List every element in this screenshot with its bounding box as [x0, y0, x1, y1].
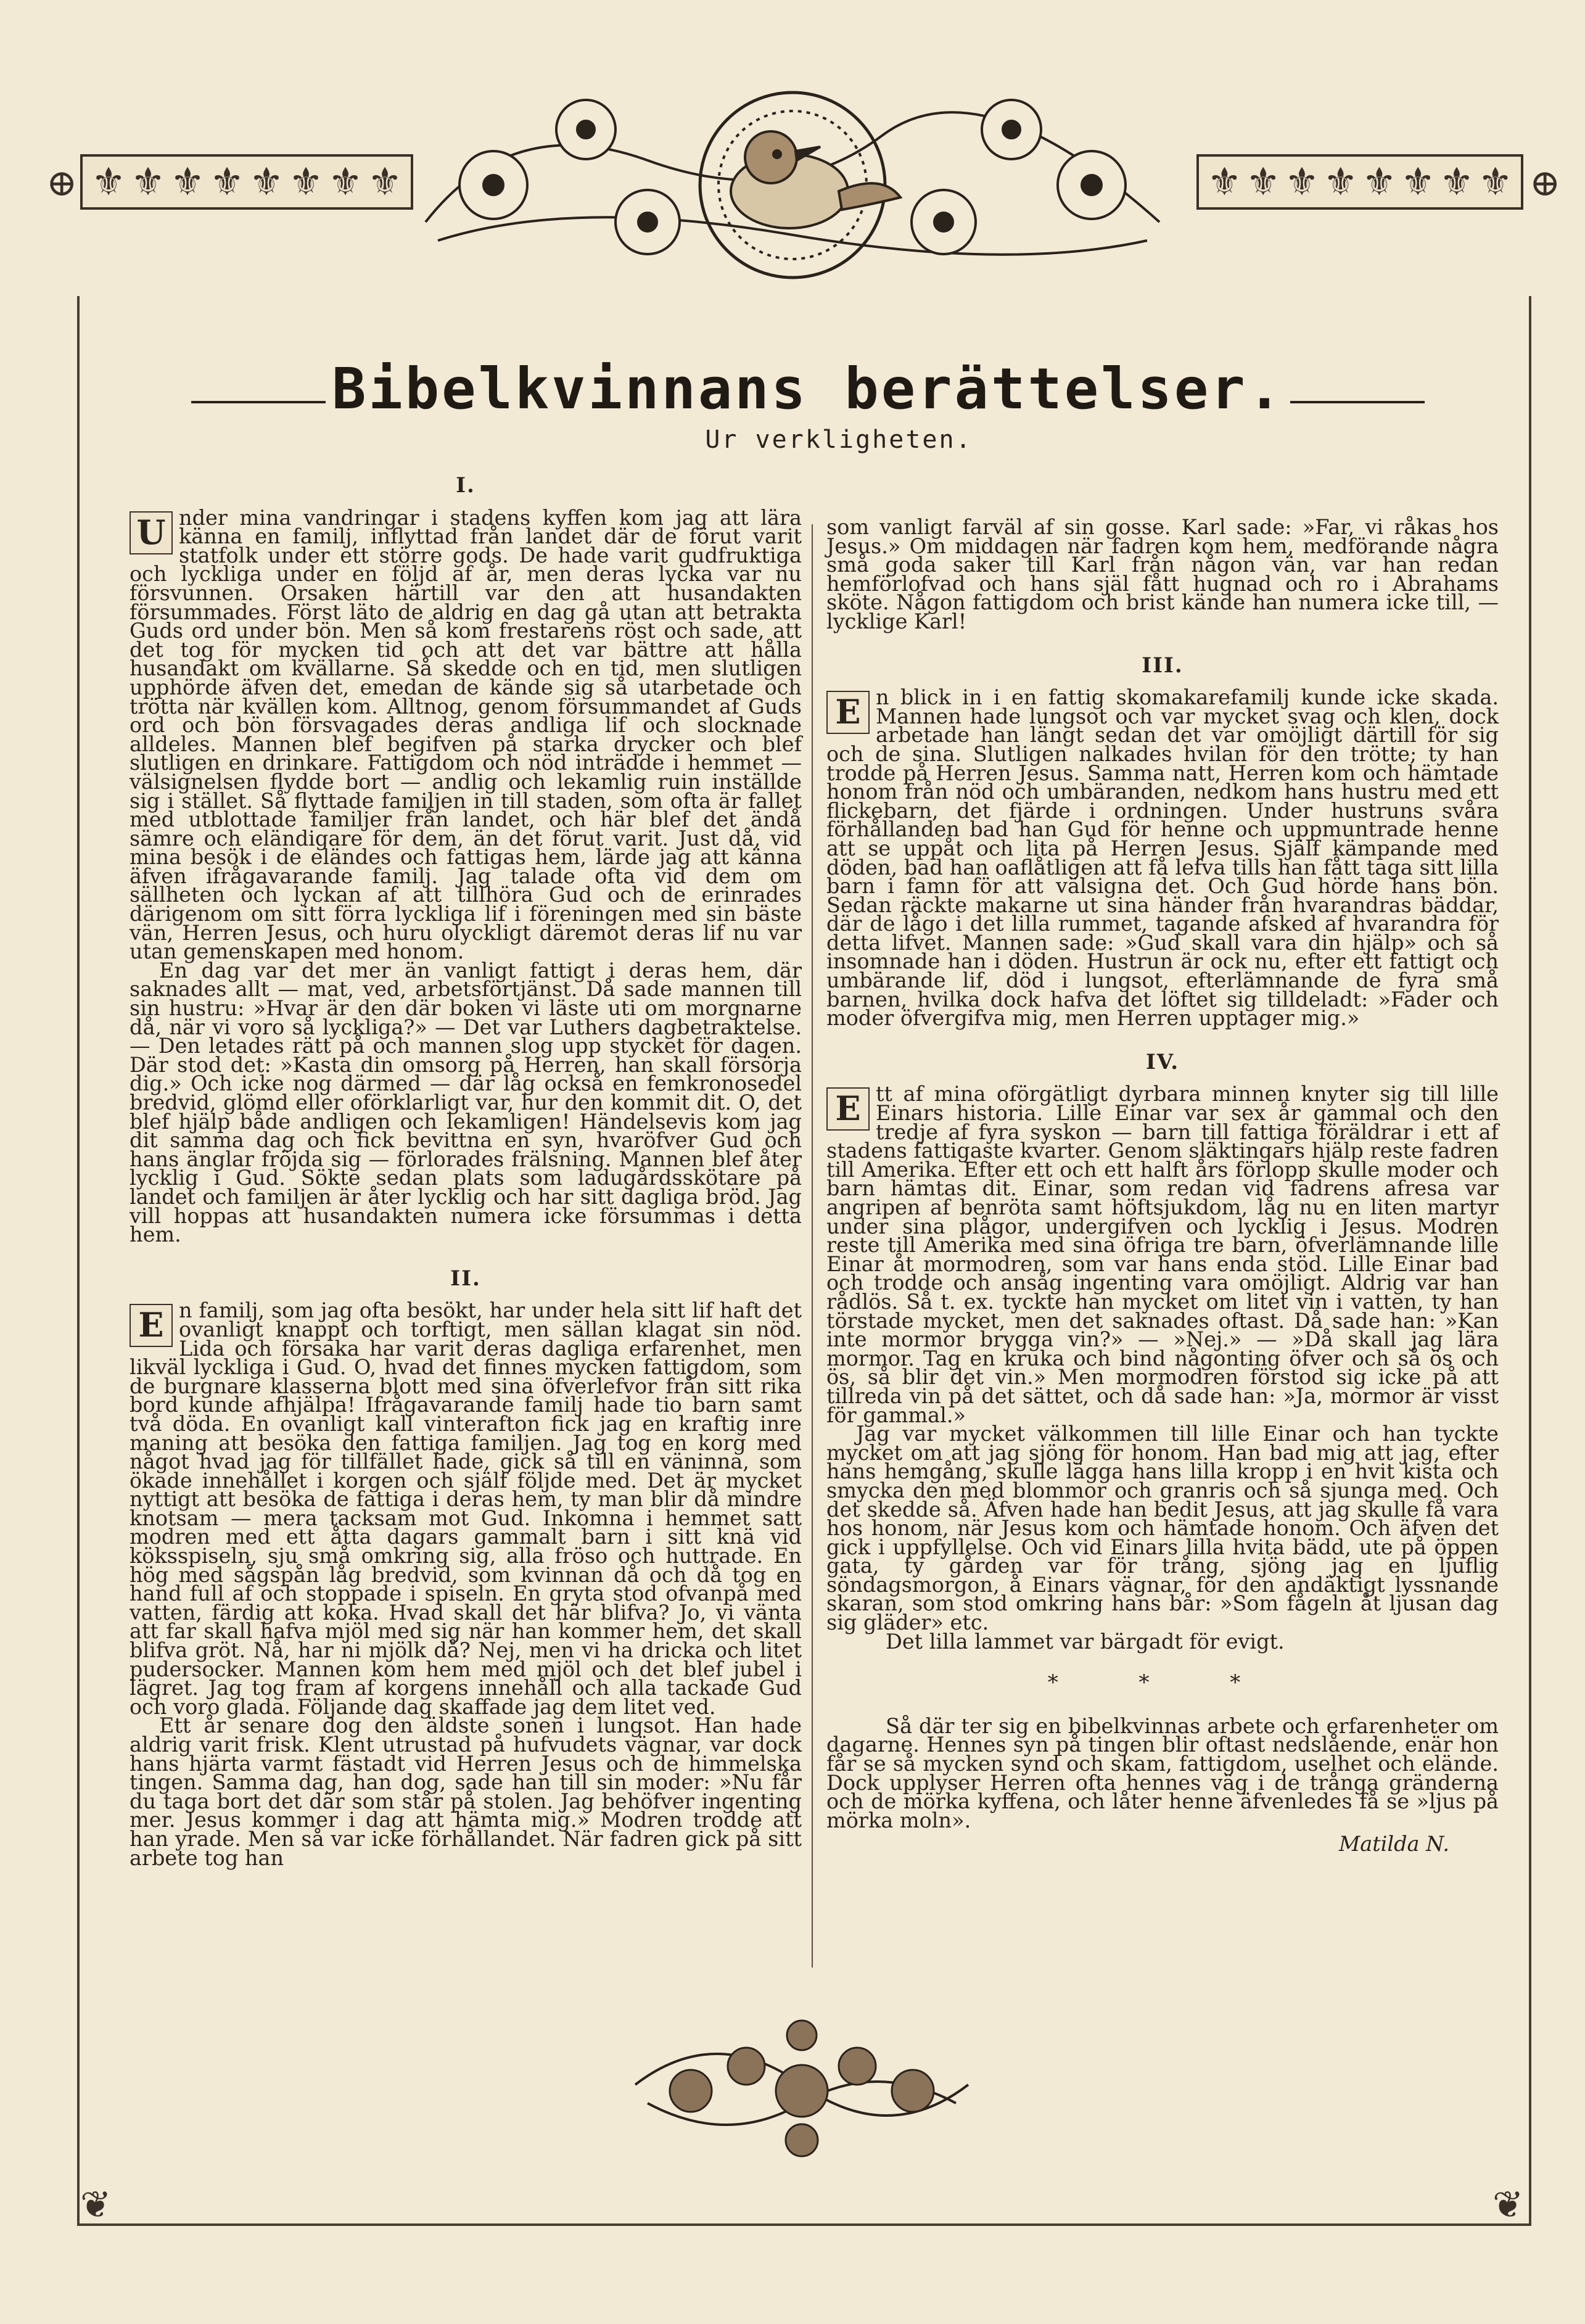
section-paragraph: n familj, som jag ofta besökt, har under hela sitt lif haft det ovanligt knappt och torftigt, men sällan klagat sin nöd. Lida och försaka har varit deras dagliga erfarenhet, men likväl lyckliga i Gud. O, hvad det finnes mycken fattigdom, som de burgnare klasserna blott med sina öfverlefvor från sitt rika bord kunde afhjälpa! Ifrågavarande familj hade tio barn samt två döda. En ovanligt kall vinterafton fick jag en kraftig inre maning att besöka den fattiga familjen. Jag tog en korg med något hvad jag för tillfället hade, gick så till en väninna, som ökade innehållet i korgen och själf följde med. Det är mycket nyttigt att besöka de fattiga i deras hem, ty man blir då mindre knotsam — mera tacksam mot Gud. Inkomna i hemmet satt modren med ett åtta dagars gammalt barn i sitt knä vid köksspiseln, sju små omkring sig, alla fröso och huttrade. En hög med sågspån låg bredvid, som kvinnan då och då tog en hand full af och stoppade i spiseln. En gryta stod ofvanpå med vatten, färdig att koka. Hvad skall det här blifva? Jo, vi vänta att far skall hafva mjöl med sig när han kommer hem, det skall blifva gröt. Nå, har ni mjölk då? Nej, men vi ha dricka och litet pudersocker. Mannen kom hem med mjöl och det blef jubel i lägret. Jag tog fram af korgens innehåll och alla tackade Gud och voro glada. Följande dag skaffade jag dem litet ved.: [130, 1298, 802, 1719]
section-separator-stars: * * *: [1047, 1670, 1278, 1696]
fleur-de-lis-icon: ⚜: [1285, 159, 1319, 204]
section-paragraph: n blick in i en fattig skomakarefamilj kunde icke skada. Mannen hade lungsot och var mycket svag och klen, dock arbetade han längt sedan det var omöjligt därtill för sig och de sina. Slutligen nalkades hvilan för den trötte; ty han trodde på Herren Jesus. Samma natt, Herren kom och hämtade honom från nöd och umbäranden, nedkom hans hustru med ett flickebarn, det fjärde i ordningen. Under hustruns svåra förhållanden bad han Gud för henne och uppmuntrade henne att se uppåt och lita på Herren Jesus. Själf kämpande med döden, bad han oaflåtligen att få lefva tills han fått taga sitt lilla barn i famn för att välsigna det. Och Gud hörde hans bön. Sedan räckte makarne ut sina händer från hvarandras bäddar, där de lågo i det lilla rummet, tagande afsked af hvarandra för detta lifvet. Mannen sade: »Gud skall vara din hjälp» och så insomnade han i döden. Hustrun är ock nu, efter ett fattigt och umbärande lif, död i lungsot, efterlämnande de fyra små barnen, hvilka dock hafva det löftet sig tilldeladt: »Fader och moder öfvergifva mig, men Herren upptager mig.»: [826, 685, 1499, 1031]
fleur-de-lis-icon: ⚜: [249, 159, 284, 204]
fleur-strip-right: [1196, 154, 1523, 210]
rose-garland-ornament: [623, 1998, 981, 2171]
corner-ornament-icon: ⊕: [46, 162, 78, 205]
fleur-de-lis-icon: ⚜: [210, 159, 244, 204]
fleur-de-lis-icon: ⚜: [1401, 159, 1435, 204]
dropcap-letter: E: [826, 1087, 870, 1131]
fleur-de-lis-icon: ⚜: [170, 159, 205, 204]
section-numeral: III.: [1142, 653, 1184, 678]
title-rule-right: [1290, 401, 1425, 403]
section-numeral: II.: [450, 1266, 481, 1291]
author-signature: Matilda N.: [1338, 1832, 1449, 1856]
corner-scroll-icon: ❦: [80, 2183, 112, 2227]
title-rule-left: [191, 401, 326, 403]
fleur-de-lis-icon: ⚜: [1207, 159, 1242, 204]
page-subtitle: Ur verkligheten.: [705, 426, 973, 454]
fleur-de-lis-icon: ⚜: [131, 159, 165, 204]
fleur-de-lis-icon: ⚜: [1323, 159, 1358, 204]
section-paragraph: En dag var det mer än vanligt fattigt i deras hem, där saknades allt — mat, ved, arbetsförtjänst. Då sade mannen till sin hustru: »Hvar är den där boken vi läste uti om morgnarne då, när vi voro så lyckliga?» — Det var Luthers dagbetraktelse. — Den letades rätt på och mannen slog upp stycket för dagen. Där stod det: »Kasta din omsorg på Herren, han skall försörja dig.» Och icke nog därmed — där låg också en femkronosedel bredvid, glömd eller oförklarligt var, hur den kommit dit. O, det blef hjälp både andligen och lekamligen! Händelsevis kom jag dit samma dag och fick bevittna en syn, hvaröfver Gud och hans änglar fröjda sig — förlorades frälsning. Mannen blef åter lycklig i Gud. Sökte sedan plats som ladugårdsskötare på landet och familjen är åter lycklig och har sitt dagliga bröd. Jag vill hoppas att husandakten numera icke försummas i detta hem.: [130, 958, 802, 1247]
fleur-de-lis-icon: ⚜: [289, 159, 323, 204]
fleur-strip-left: [80, 154, 413, 210]
fleur-de-lis-icon: ⚜: [368, 159, 402, 204]
column-divider: [812, 524, 813, 1968]
fleur-de-lis-icon: ⚜: [1362, 159, 1397, 204]
right-column: [826, 515, 1499, 1856]
fleur-de-lis-icon: ⚜: [91, 159, 126, 204]
section-paragraph: nder mina vandringar i stadens kyffen kom jag att lära känna en familj, inflyttad från landet där de förut varit statfolk under ett större gods. De hade varit gudfruktiga och lyckliga under en följd af år, men deras lycka var nu försvunnen. Orsaken härtill var den att husandakten försummades. Först läto de aldrig en dag gå utan att betrakta Guds ord under bön. Men så kom frestarens röst och sade, att det tog för mycken tid och att det var bättre att hålla husandakt om kvällarne. Så skedde och en tid, men slutligen upphörde äfven det, emedan de kände sig så utarbetade och trötta när kvällen kom. Alltnog, genom försummandet af Guds ord och bön försvagades deras andliga lif och slocknade alldeles. Mannen blef begifven på starka drycker och blef slutligen en drinkare. Fattigdom och nöd inträdde i hemmet — välsignelsen flydde bort — andlig och lekamlig ruin inställde sig i stället. Så flyttade familjen in till staden, som ofta är fallet med utblottade familjer från landet, och här blef det ändå sämre och eländigare för dem, än det förut varit. Just då, vid mina besök i de eländes och fattigas hem, lärde jag att känna äfven ifrågavarande familj. Jag talade ofta vid dem om sällheten och lyckan af att tillhöra Gud och de erinrades därigenom om sitt förra lyckliga lif i föreningen med sin bäste vän, Herren Jesus, och huru olyckligt däremot deras lif nu var utan gemenskapen med honom.: [130, 505, 802, 964]
fleur-de-lis-icon: ⚜: [1439, 159, 1474, 204]
dropcap-letter: E: [826, 691, 870, 734]
rose-icon: [670, 2021, 934, 2156]
section-numeral: I.: [456, 473, 476, 498]
dropcap-letter: U: [130, 511, 173, 554]
fleur-de-lis-icon: ⚜: [328, 159, 363, 204]
left-column: [130, 469, 802, 1868]
section-paragraph: Det lilla lammet var bärgadt för evigt.: [886, 1629, 1285, 1654]
fleur-de-lis-icon: ⚜: [1246, 159, 1280, 204]
section-paragraph: Ett år senare dog den äldste sonen i lungsot. Han hade aldrig varit frisk. Klent utrustad på hufvudets vägnar, var dock hans hjärta varmt fästadt vid Herren Jesus och de himmelska tingen. Samma dag, han dog, sade han till sin moder: »Nu får du taga bort det där som står på stolen. Jag behöfver ingenting mer. Jesus kommer i dag att hämta mig.» Modren trodde att han yrade. Men så var icke förhållandet. När fadren gick på sitt arbete tog han: [130, 1713, 802, 1870]
fleur-de-lis-icon: ⚜: [1478, 159, 1513, 204]
title-row: [185, 355, 1431, 422]
section-paragraph: Jag var mycket välkommen till lille Einar och han tyckte mycket om att jag sjöng för honom. Han bad mig att jag, efter hans hemgång, skulle lägga hans lilla kropp i en hvit kista och smycka den med blommor och granris och så sjunga med. Och det skedde så. Äfven hade han bedit Jesus, att jag skulle få vara hos honom, när Jesus kom och hämtade honom. Och äfven det gick i uppfyllelse. Och vid Einars lilla hvita bädd, ute på öppen gata, ty gården var för trång, sjöng jag en ljuflig söndagsmorgon, å Einars vägnar, för den andäktigt lyssnande skaran, som stod omkring hans bår: »Som fågeln åt ljusan dag sig gläder» etc.: [826, 1422, 1499, 1635]
section-paragraph: tt af mina oförgätligt dyrbara minnen knyter sig till lille Einars historia. Lille Einar var sex år gammal och den tredje af fyra syskon — barn till fattiga föräldrar i ett af stadens fattigaste kvarter. Genom släktingars hjälp reste fadren till Amerika. Efter ett och ett halft års förlopp skulle moder och barn hämtas dit. Einar, som redan vid fadrens afresa var angripen af benröta samt höftsjukdom, låg nu en liten martyr under sina plågor, undergifven och lycklig i Jesus. Modren reste till Amerika med sina öfriga tre barn, öfverlämnande lille Einar åt mormodren, som var hans enda stöd. Lille Einar bad och trodde och ansåg ingenting vara omöjligt. Aldrig var han rådlös. Så t. ex. tyckte han mycket om litet vin i vatten, ty han törstade mycket, men det saknades oftast. Då sade han: »Kan inte mormor brygga vin?» — »Nej.» — »Då skall jag lära mormor. Tag en kruka och bind någonting öfver och så ös och ös, så blir det vin.» Men mormodren förstod sig icke på att tillreda vin på det sättet, och då sade han: »Ja, mormor är visst för gammal.»: [826, 1082, 1499, 1427]
page-title: Bibelkvinnans berättelser.: [331, 355, 1285, 422]
section-paragraph: som vanligt farväl af sin gosse. Karl sade: »Far, vi råkas hos Jesus.» Om middagen när fadren kom hem, medförande några små goda saker till Karl från någon vän, var han redan hemförlofvad och hans själ fått hugnad och ro i Abrahams sköte. Någon fattigdom och brist kände han numera icke till, — lycklige Karl!: [826, 515, 1499, 633]
corner-ornament-icon: ⊕: [1529, 162, 1561, 205]
section-numeral: IV.: [1145, 1049, 1180, 1074]
corner-scroll-icon: ❦: [1492, 2183, 1524, 2227]
dropcap-letter: E: [130, 1304, 173, 1347]
closing-paragraph: Så där ter sig en bibelkvinnas arbete och erfarenheter om dagarne. Hennes syn på tingen blir oftast nedslående, enär hon får se så mycken synd och skam, fattigdom, uselhet och elände. Dock upplyser Herren ofta hennes väg i de trånga gränderna och de mörka kyffena, och låter henne äfvenledes få se »ljus på mörka moln».: [826, 1713, 1499, 1832]
bird-floral-vignette: [389, 37, 1196, 296]
